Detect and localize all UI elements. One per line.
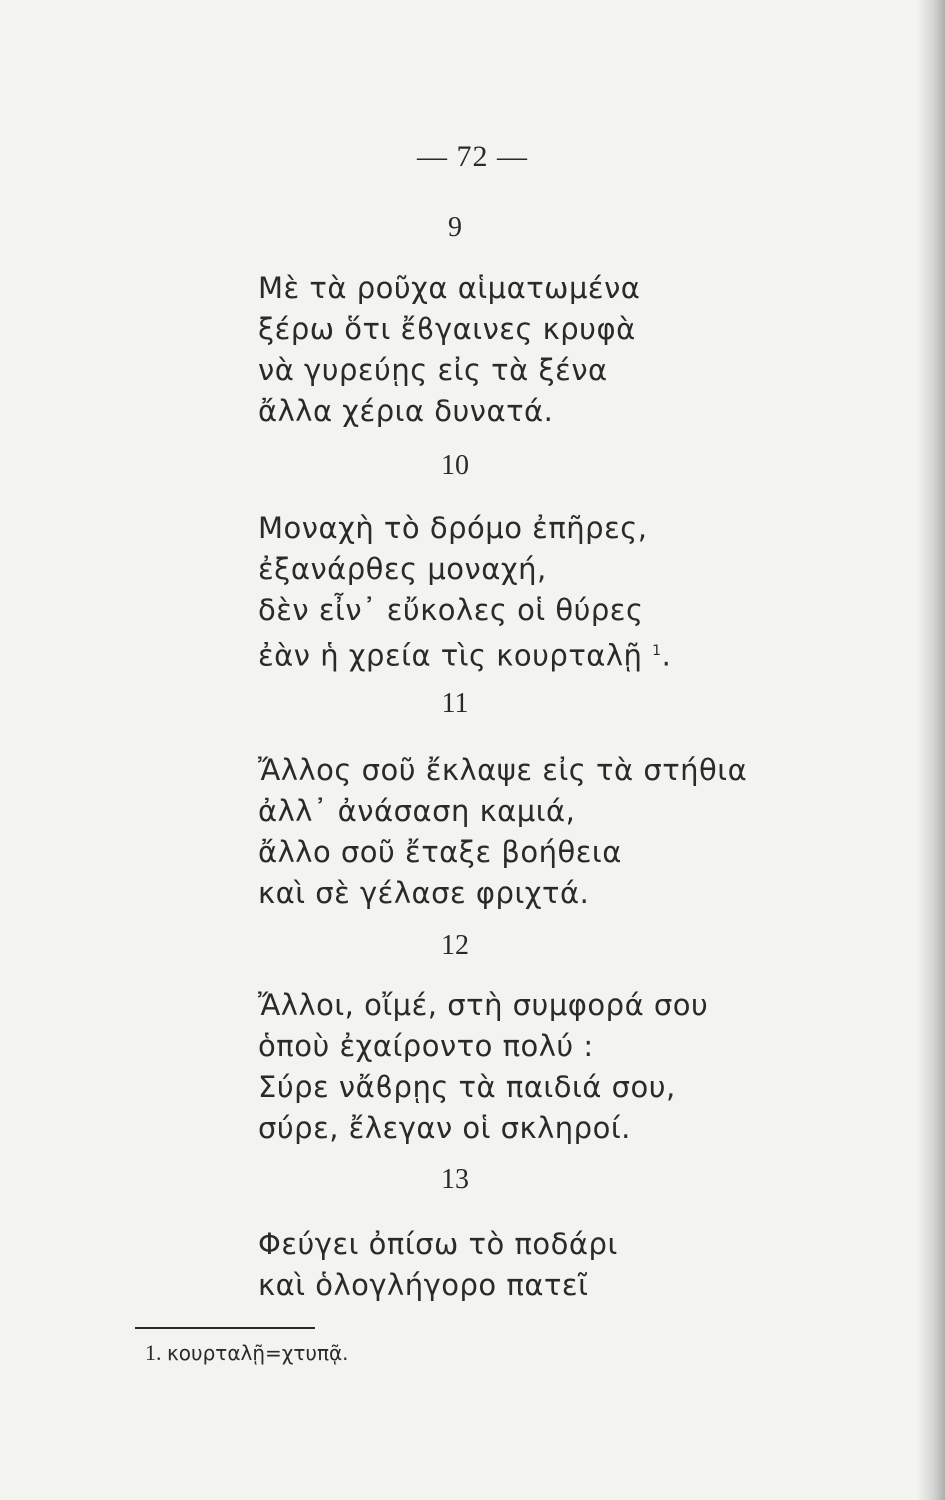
footnote-divider (135, 1327, 315, 1329)
verse-line: Φεύγει ὀπίσω τὸ ποδάρι (258, 1227, 618, 1261)
footnote-text: κουρταλῇ=χτυπᾷ. (167, 1341, 349, 1365)
verse-line: Ἄλλος σοῦ ἔκλαψε εἰς τὰ στήθια (258, 753, 748, 787)
page-number: — 72 — (417, 140, 528, 173)
stanza-number: 11 (441, 688, 469, 719)
page-edge-shadow (917, 0, 945, 1500)
verse-line-punctuation: . (661, 638, 672, 673)
verse-line: δὲν εἶν᾽ εὔκολες οἱ θύρες (258, 593, 644, 627)
stanza (258, 985, 708, 1149)
verse-line: ἐξανάρθες μοναχή, (258, 552, 547, 586)
verse-line: Σύρε νἄϐρῃς τὰ παιδιά σου, (258, 1070, 676, 1104)
verse-line-text: ἐὰν ἡ χρεία τὶς κουρταλῇ (258, 638, 643, 673)
stanza (258, 268, 640, 432)
stanza (258, 750, 747, 914)
verse-line: Μοναχὴ τὸ δρόμο ἐπῆρες, (258, 511, 648, 545)
verse-line: ἄλλα χέρια δυνατά. (258, 394, 554, 428)
verse-line: καὶ σὲ γέλασε φριχτά. (258, 876, 590, 910)
footnote (145, 1340, 349, 1366)
verse-line: νὰ γυρεύῃς εἰς τὰ ξένα (258, 353, 608, 387)
footnote-number: 1. (145, 1340, 162, 1365)
stanza-number: 10 (441, 450, 469, 481)
verse-line: ὁποὺ ἐχαίροντο πολύ : (258, 1029, 594, 1063)
stanza (258, 1224, 618, 1306)
stanza-number: 9 (448, 212, 462, 243)
verse-line: ξέρω ὅτι ἔϐγαινες κρυφὰ (258, 312, 636, 346)
verse-line: Μὲ τὰ ροῦχα αἱματωμένα (258, 271, 641, 305)
footnote-marker: 1 (652, 643, 662, 659)
verse-line: Ἄλλοι, οἴμέ, στὴ συμφορά σου (258, 988, 709, 1022)
verse-line: καὶ ὁλογλήγορο πατεῖ (258, 1268, 589, 1302)
stanza-number: 13 (441, 1164, 469, 1195)
verse-line: ἄλλο σοῦ ἔταξε βοήθεια (258, 835, 622, 869)
stanza (258, 508, 671, 677)
verse-line: σύρε, ἔλεγαν οἱ σκληροί. (258, 1111, 631, 1145)
stanza-number: 12 (441, 930, 469, 961)
verse-line: ἀλλ᾽ ἀνάσαση καμιά, (258, 794, 576, 828)
verse-line (258, 631, 671, 677)
